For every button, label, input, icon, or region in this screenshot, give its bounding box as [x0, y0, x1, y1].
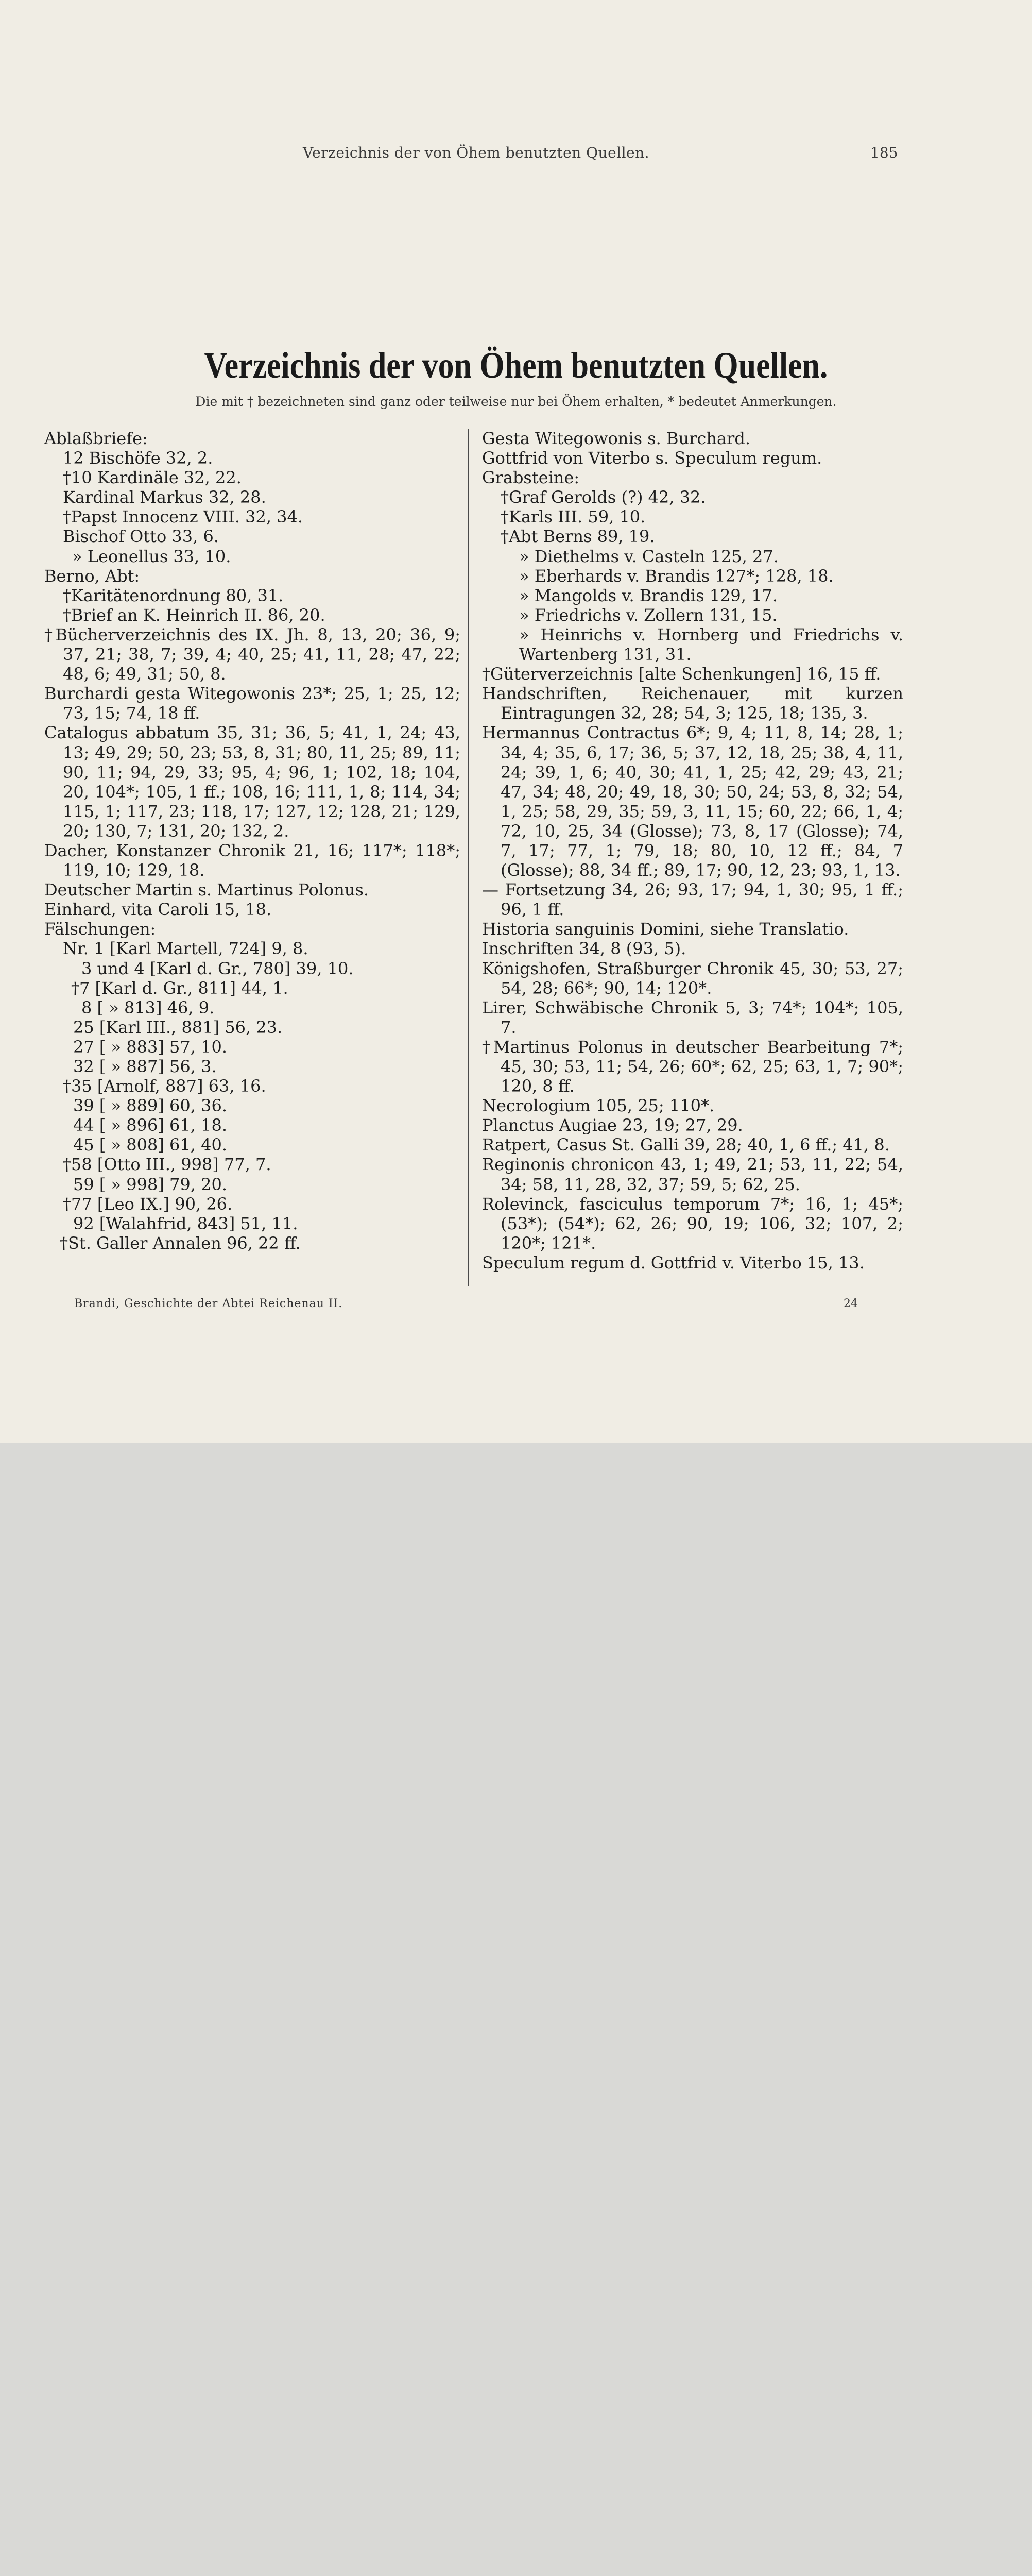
index-entry: Reginonis chronicon 43, 1; 49, 21; 53, 11, 22; 54, 34; 58, 11, 28, 32, 37; 59, 5; 62, 25. — [482, 1155, 903, 1194]
running-head-title: Verzeichnis der von Öhem benutzten Quellen. — [303, 144, 650, 161]
index-entry: — Fortsetzung 34, 26; 93, 17; 94, 1, 30; 95, 1 ff.; 96, 1 ff. — [482, 880, 903, 920]
index-entry: Ratpert, Casus St. Galli 39, 28; 40, 1, 6 ff.; 41, 8. — [482, 1135, 890, 1155]
index-entry: Berno, Abt: — [44, 566, 140, 586]
index-entry: Nr. 1 [Karl Martell, 724] 9, 8. — [63, 939, 308, 959]
index-entry: 44 [ » 896] 61, 18. — [73, 1115, 227, 1136]
index-entry: 39 [ » 889] 60, 36. — [73, 1096, 227, 1116]
index-entry: » Heinrichs v. Hornberg und Friedrichs v. Wartenberg 131, 31. — [519, 624, 903, 665]
index-entry: Inschriften 34, 8 (93, 5). — [482, 939, 686, 959]
index-entry: » Friedrichs v. Zollern 131, 15. — [519, 605, 778, 625]
index-entry: » Mangolds v. Brandis 129, 17. — [519, 585, 778, 605]
index-entry: » Eberhards v. Brandis 127*; 128, 18. — [519, 566, 834, 586]
index-entry: †10 Kardinäle 32, 22. — [63, 468, 242, 488]
index-entry: Königshofen, Straßburger Chronik 45, 30; 53, 27; 54, 28; 66*; 90, 14; 120*. — [482, 958, 903, 998]
index-entry: Necrologium 105, 25; 110*. — [482, 1096, 715, 1116]
index-entry: †58 [Otto III., 998] 77, 7. — [63, 1155, 271, 1175]
viewer-footer — [0, 1443, 1032, 1515]
index-entry: †77 [Leo IX.] 90, 26. — [63, 1194, 233, 1214]
index-entry: †Brief an K. Heinrich II. 86, 20. — [63, 605, 325, 625]
index-entry: Planctus Augiae 23, 19; 27, 29. — [482, 1115, 743, 1136]
index-entry: Burchardi gesta Witegowonis 23*; 25, 1; 25, 12; 73, 15; 74, 18 ff. — [44, 684, 460, 723]
index-entry: Fälschungen: — [44, 919, 156, 939]
index-entry: 45 [ » 808] 61, 40. — [73, 1135, 227, 1155]
index-entry: Lirer, Schwäbische Chronik 5, 3; 74*; 104*; 105, 7. — [482, 997, 903, 1037]
index-entry: Handschriften, Reichenauer, mit kurzen Eintragungen 32, 28; 54, 3; 125, 18; 135, 3. — [482, 684, 903, 723]
index-entry: †Karls III. 59, 10. — [501, 507, 646, 527]
index-entry: » Leonellus 33, 10. — [72, 546, 231, 566]
signature-number: 24 — [844, 1297, 858, 1310]
index-entry: †Abt Berns 89, 19. — [501, 527, 655, 547]
index-entry: Bischof Otto 33, 6. — [63, 527, 219, 547]
index-entry: †Graf Gerolds (?) 42, 32. — [501, 487, 706, 507]
index-entry: 92 [Walahfrid, 843] 51, 11. — [73, 1213, 298, 1233]
page-subtitle: Die mit † bezeichneten sind ganz oder teilweise nur bei Öhem erhalten, * bedeutet Anmerkungen. — [195, 394, 837, 409]
index-entry: 59 [ » 998] 79, 20. — [73, 1174, 227, 1194]
index-entry: Gottfrid von Viterbo s. Speculum regum. — [482, 448, 822, 468]
index-entry: Einhard, vita Caroli 15, 18. — [44, 900, 272, 920]
index-entry: 8 [ » 813] 46, 9. — [81, 997, 215, 1018]
index-entry: 32 [ » 887] 56, 3. — [73, 1057, 217, 1076]
index-entry: » Diethelms v. Casteln 125, 27. — [519, 546, 779, 566]
index-entry: 3 und 4 [Karl d. Gr., 780] 39, 10. — [81, 958, 354, 978]
index-entry: 12 Bischöfe 32, 2. — [63, 448, 213, 468]
printer-signature: Brandi, Geschichte der Abtei Reichenau II. — [74, 1297, 343, 1310]
index-entry: 25 [Karl III., 881] 56, 23. — [73, 1017, 283, 1037]
index-entry: Rolevinck, fasciculus temporum 7*; 16, 1; 45*; (53*); (54*); 62, 26; 90, 19; 106, 32; 107, 2; 120*; 121*. — [482, 1194, 903, 1253]
index-entry: †Papst Innocenz VIII. 32, 34. — [63, 507, 303, 527]
index-entry: Hermannus Contractus 6*; 9, 4; 11, 8, 14; 28, 1; 34, 4; 35, 6, 17; 36, 5; 37, 12, 18, 25; 38, 4, 11, 24; 39, 1, 6; 40, 30; 41, 1, 25; 42, 29; 43, 21; 47, 34; 48, 20; 49, 18, 30; 50, 24; 53, 8, 32; 54, 1, 25; 58, 29, 35; 59, 3, 11, 15; 60, 22; 66, 1, 4; 72, 10, 25, 34 (Glosse); 73, 8, 17 (Glosse); 74, 7, 17; 77, 1; 79, 18; 80, 10, 12 ff.; 84, 7 (Glosse); 88, 34 ff.; 89, 17; 90, 12, 23; 93, 1, 13. — [482, 723, 903, 880]
column-divider — [468, 429, 469, 1286]
index-entry: Ablaßbriefe: — [44, 429, 148, 448]
index-entry: †35 [Arnolf, 887] 63, 16. — [63, 1076, 266, 1096]
index-entry: Kardinal Markus 32, 28. — [63, 487, 266, 507]
index-entry: Deutscher Martin s. Martinus Polonus. — [44, 880, 369, 900]
index-entry: †Karitätenordnung 80, 31. — [63, 585, 284, 605]
right-column — [482, 429, 903, 1273]
index-entry: †Martinus Polonus in deutscher Bearbeitung 7*; 45, 30; 53, 11; 54, 26; 60*; 62, 25; 63, 1, 7; 90*; 120, 8 ff. — [482, 1037, 903, 1096]
index-entry: †Güterverzeichnis [alte Schenkungen] 16, 15 ff. — [482, 664, 881, 684]
page-number: 185 — [870, 144, 898, 161]
left-column — [44, 429, 460, 1253]
index-entry: Dacher, Konstanzer Chronik 21, 16; 117*; 118*; 119, 10; 129, 18. — [44, 840, 460, 880]
index-entry: †Bücherverzeichnis des IX. Jh. 8, 13, 20; 36, 9; 37, 21; 38, 7; 39, 4; 40, 25; 41, 11, 28; 47, 22; 48, 6; 49, 31; 50, 8. — [44, 624, 460, 684]
index-entry: Gesta Witegowonis s. Burchard. — [482, 429, 750, 448]
page-title: Verzeichnis der von Öhem benutzten Quellen. — [204, 345, 828, 386]
index-entry: Grabsteine: — [482, 468, 580, 488]
index-entry: †7 [Karl d. Gr., 811] 44, 1. — [71, 978, 288, 998]
index-entry: 27 [ » 883] 57, 10. — [73, 1037, 227, 1057]
index-entry: †St. Galler Annalen 96, 22 ff. — [60, 1233, 301, 1253]
index-entry: Catalogus abbatum 35, 31; 36, 5; 41, 1, 24; 43, 13; 49, 29; 50, 23; 53, 8, 31; 80, 11, 25; 89, 11; 90, 11; 94, 29, 33; 95, 4; 96, 1; 102, 18; 104, 20, 104*; 105, 1 ff.; 108, 16; 111, 1, 8; 114, 34; 115, 1; 117, 23; 118, 17; 127, 12; 128, 21; 129, 20; 130, 7; 131, 20; 132, 2. — [44, 723, 460, 841]
index-entry: Speculum regum d. Gottfrid v. Viterbo 15, 13. — [482, 1252, 865, 1273]
index-entry: Historia sanguinis Domini, siehe Translatio. — [482, 919, 849, 939]
